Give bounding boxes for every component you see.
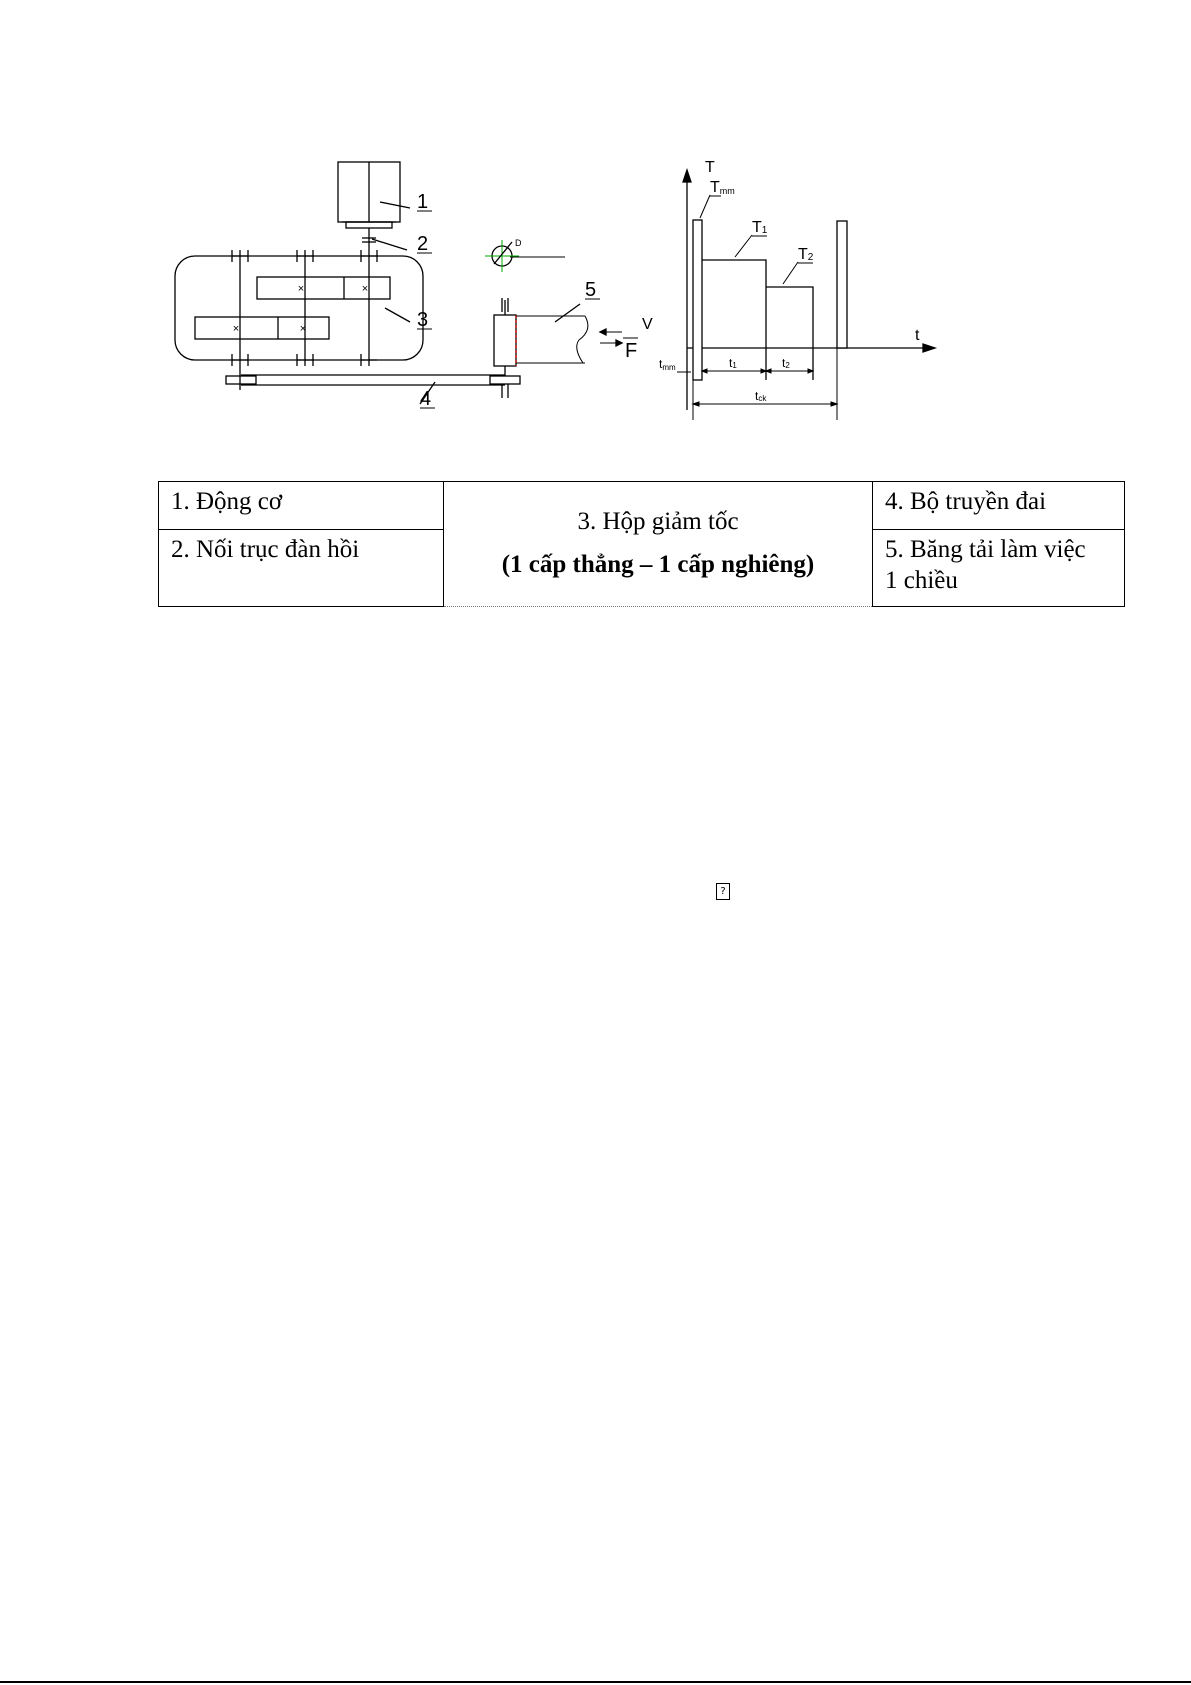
y-axis-label: T: [705, 159, 715, 176]
missing-glyph-box: ?: [716, 883, 730, 900]
legend-item-belt-drive: 4. Bộ truyền đai: [873, 482, 1125, 530]
callout-2: 2: [417, 233, 429, 255]
footer-rule: [0, 1681, 1191, 1683]
svg-text:×: ×: [361, 283, 369, 295]
legend-item-coupling: 2. Nối trục đàn hồi: [159, 530, 444, 607]
svg-text:×: ×: [232, 323, 240, 335]
svg-text:×: ×: [299, 323, 307, 335]
next-cycle-bar: [837, 221, 847, 348]
belt-drive: [226, 375, 520, 398]
callout-1: 1: [417, 191, 429, 213]
legend-item-motor: 1. Động cơ: [159, 482, 444, 530]
gear-pair-upper: [257, 277, 390, 299]
conveyor-drum: [494, 298, 588, 376]
time-t2-label: t2: [782, 356, 790, 370]
torque-t1-label: T1: [752, 219, 768, 236]
callout-3: 3: [417, 309, 429, 331]
starting-torque-bar: [693, 220, 702, 380]
time-start-label: tmm: [659, 357, 676, 372]
torque-t2-label: T2: [798, 246, 814, 263]
velocity-label: V: [642, 316, 653, 333]
svg-text:×: ×: [297, 283, 305, 295]
pulley-diameter-symbol: [485, 240, 565, 272]
component-legend-table: [158, 481, 1125, 607]
cycle-time-label: tck: [755, 389, 767, 403]
callout-4: 4: [420, 388, 432, 410]
force-label: F: [625, 340, 638, 362]
torque-start-label: Tmm: [710, 179, 735, 196]
legend-item-gearbox: 3. Hộp giảm tốc (1 cấp thẳng – 1 cấp nghiêng): [444, 482, 873, 607]
pulley-diameter-label: D: [515, 238, 522, 248]
time-t1-label: t1: [729, 356, 737, 370]
legend-item-conveyor: 5. Băng tải làm việc 1 chiều: [873, 530, 1125, 607]
callout-5: 5: [585, 279, 597, 301]
x-axis-label: t: [915, 327, 920, 344]
kinematic-scheme-diagram: [160, 150, 720, 425]
gear-pair-lower: [195, 317, 329, 339]
load-graph: [655, 150, 955, 422]
